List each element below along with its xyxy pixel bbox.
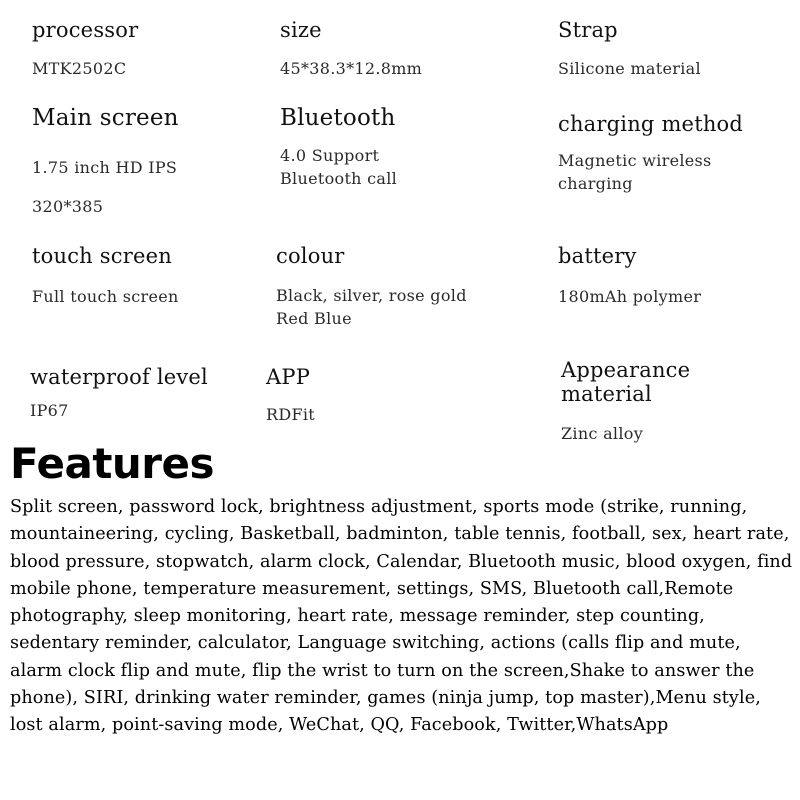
spec-label: charging method — [558, 112, 744, 136]
spec-bluetooth — [280, 106, 397, 190]
spec-value: Zinc alloy — [561, 424, 644, 443]
spec-battery — [558, 244, 701, 308]
spec-value: MTK2502C — [32, 59, 127, 78]
spec-label: colour — [276, 244, 345, 268]
spec-processor — [32, 18, 138, 80]
features-text: Split screen, password lock, brightness adjustment, sports mode (strike, running, mountaineering, cycling, Basketball, badminton, table tennis, football, sex, heart rate, blood pressure, stopwatch, alarm clock, Calendar, Bluetooth music, blood oxygen, find mobile phone, temperature measurement, settings, SMS, Bluetooth call,Remote photography, sleep monitoring, heart rate, message reminder, step counting, sedentary reminder, calculator, Language switching, actions (calls flip and mute, alarm clock flip and mute, flip the wrist to turn on the screen,Shake to answer the phone), SIRI, drinking water reminder, games (ninja jump, top master),Menu style, lost alarm, point-saving mode, WeChat, QQ, Facebook, Twitter,WhatsApp — [10, 497, 793, 736]
spec-label: Strap — [558, 18, 618, 42]
spec-value: 180mAh polymer — [558, 287, 702, 306]
spec-strap — [558, 18, 701, 80]
spec-app — [266, 365, 315, 426]
spec-waterproof-level — [30, 365, 208, 422]
spec-value: Full touch screen — [32, 287, 179, 306]
spec-label: processor — [32, 18, 139, 42]
spec-label: Main screen — [32, 105, 179, 131]
spec-appearance-material — [561, 358, 690, 445]
spec-main-screen — [32, 106, 179, 226]
spec-colour — [276, 244, 467, 330]
spec-value: RDFit — [266, 405, 316, 424]
spec-value: IP67 — [30, 401, 69, 420]
spec-value: Black, silver, rose gold Red Blue — [276, 286, 467, 328]
spec-value: 4.0 Support Bluetooth call — [280, 146, 398, 188]
spec-value: Silicone material — [558, 59, 701, 78]
spec-touch-screen — [32, 244, 179, 308]
spec-charging-method — [558, 112, 743, 195]
spec-value: Magnetic wireless charging — [558, 151, 712, 193]
spec-size — [280, 18, 422, 80]
spec-value: 1.75 inch HD IPS 320*385 — [32, 158, 178, 216]
spec-label: size — [280, 18, 322, 42]
spec-label: touch screen — [32, 244, 172, 268]
spec-label: Bluetooth — [280, 105, 396, 131]
features-heading: Features — [10, 439, 214, 488]
spec-label: battery — [558, 244, 637, 268]
spec-label: APP — [266, 365, 311, 389]
spec-value: 45*38.3*12.8mm — [280, 59, 423, 78]
spec-label: Appearance material — [561, 358, 691, 406]
spec-label: waterproof level — [30, 365, 208, 389]
